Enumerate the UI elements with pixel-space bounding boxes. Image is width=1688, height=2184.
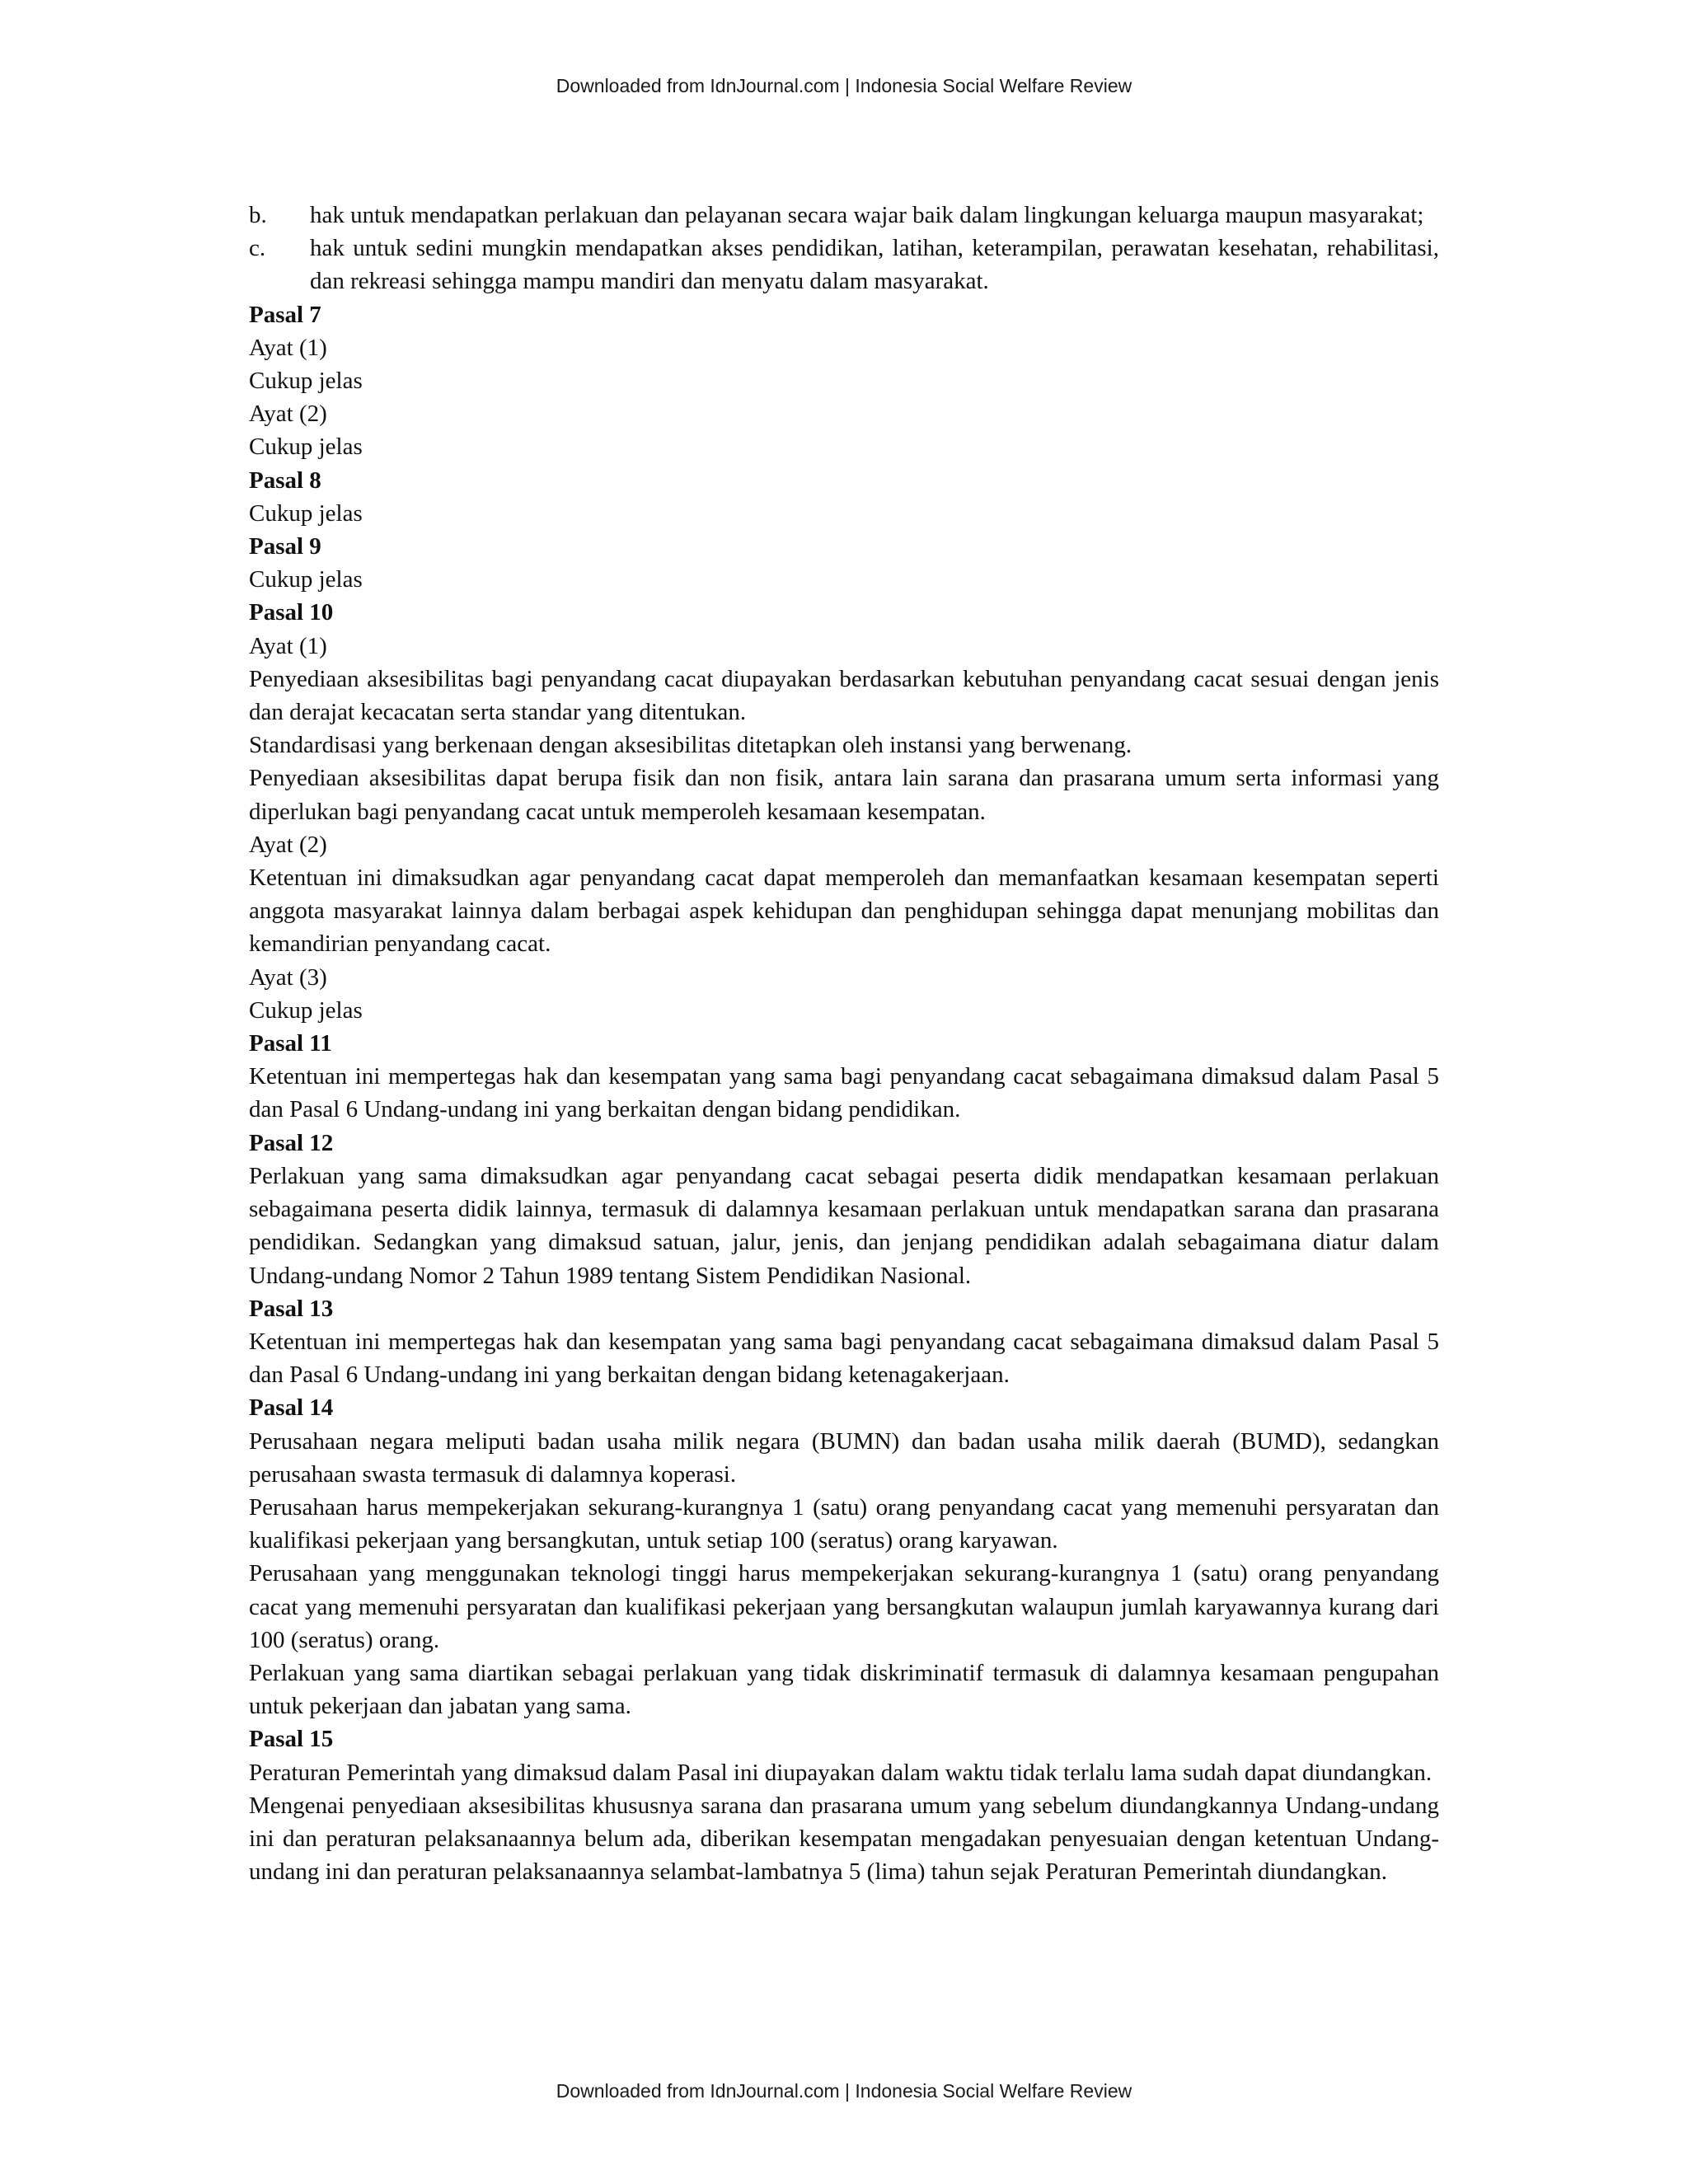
heading-pasal-9: Pasal 9 (249, 533, 321, 560)
note-text: Cukup jelas (249, 434, 363, 461)
paragraph: Mengenai penyediaan aksesibilitas khususnya sarana dan prasarana umum yang sebelum diundangkannya Undang-undang ini dan peraturan pelaksanaannya belum ada, diberikan kesempatan mengadakan penyesuaian dengan ketentuan Undang-undang ini dan peraturan pelaksanaannya selambat-lambatnya 5 (lima) tahun sejak Peraturan Pemerintah diundangkan. (249, 1792, 1439, 1886)
paragraph: Ketentuan ini mempertegas hak dan kesempatan yang sama bagi penyandang cacat sebagaimana dimaksud dalam Pasal 5 dan Pasal 6 Undang-undang ini yang berkaitan dengan bidang pendidikan. (249, 1063, 1439, 1123)
note-text: Cukup jelas (249, 368, 363, 395)
paragraph: Penyediaan aksesibilitas bagi penyandang cacat diupayakan berdasarkan kebutuhan penyandang cacat sesuai dengan jenis dan derajat kecacatan serta standar yang ditentukan. (249, 665, 1439, 726)
paragraph: Peraturan Pemerintah yang dimaksud dalam Pasal ini diupayakan dalam waktu tidak terlalu lama sudah dapat diundangkan. (249, 1759, 1432, 1786)
ayat-label: Ayat (1) (249, 334, 327, 361)
paragraph: Standardisasi yang berkenaan dengan aksesibilitas ditetapkan oleh instansi yang berwenang. (249, 732, 1132, 759)
paragraph: Penyediaan aksesibilitas dapat berupa fisik dan non fisik, antara lain sarana dan prasarana umum serta informasi yang diperlukan bagi penyandang cacat untuk memperoleh kesamaan kesempatan. (249, 765, 1439, 825)
heading-pasal-8: Pasal 8 (249, 466, 321, 494)
heading-pasal-7: Pasal 7 (249, 301, 321, 328)
ayat-label: Ayat (2) (249, 831, 327, 858)
heading-pasal-11: Pasal 11 (249, 1030, 332, 1057)
ayat-label: Ayat (1) (249, 632, 327, 659)
heading-pasal-13: Pasal 13 (249, 1295, 334, 1322)
header-watermark: Downloaded from IdnJournal.com | Indonesia Social Welfare Review (556, 75, 1132, 96)
list-marker: b. (249, 202, 267, 228)
paragraph: Perusahaan yang menggunakan teknologi tinggi harus mempekerjakan sekurang-kurangnya 1 (satu) orang penyandang cacat yang memenuhi persyaratan dan kualifikasi pekerjaan yang bersangkutan walaupun jumlah karyawannya kurang dari 100 (seratus) orang. (249, 1560, 1439, 1653)
list-text: hak untuk sedini mungkin mendapatkan akses pendidikan, latihan, keterampilan, perawatan kesehatan, rehabilitasi, dan rekreasi sehingga mampu mandiri dan menyatu dalam masyarakat. (310, 235, 1439, 295)
paragraph: Perlakuan yang sama diartikan sebagai perlakuan yang tidak diskriminatif termasuk di dalamnya kesamaan pengupahan untuk pekerjaan dan jabatan yang sama. (249, 1659, 1439, 1720)
ayat-label: Ayat (3) (249, 963, 327, 991)
heading-pasal-10: Pasal 10 (249, 599, 334, 626)
paragraph: Perusahaan negara meliputi badan usaha milik negara (BUMN) dan badan usaha milik daerah (BUMD), sedangkan perusahaan swasta termasuk di dalamnya koperasi. (249, 1427, 1439, 1488)
heading-pasal-14: Pasal 14 (249, 1394, 334, 1422)
paragraph: Perlakuan yang sama dimaksudkan agar penyandang cacat sebagai peserta didik mendapatkan kesamaan perlakuan sebagaimana peserta didik lainnya, termasuk di dalamnya kesamaan perlakuan untuk mendapatkan sarana dan prasarana pendidikan. Sedangkan yang dimaksud satuan, jalur, jenis, dan jenjang pendidikan adalah sebagaimana diatur dalam Undang-undang Nomor 2 Tahun 1989 tentang Sistem Pendidikan Nasional. (249, 1162, 1439, 1289)
note-text: Cukup jelas (249, 566, 363, 593)
footer-watermark: Downloaded from IdnJournal.com | Indonesia Social Welfare Review (556, 2080, 1132, 2102)
list-item-c (249, 232, 1439, 298)
paragraph: Ketentuan ini mempertegas hak dan kesempatan yang sama bagi penyandang cacat sebagaimana dimaksud dalam Pasal 5 dan Pasal 6 Undang-undang ini yang berkaitan dengan bidang ketenagakerjaan. (249, 1328, 1439, 1389)
note-text: Cukup jelas (249, 499, 363, 527)
paragraph: Perusahaan harus mempekerjakan sekurang-kurangnya 1 (satu) orang penyandang cacat yang memenuhi persyaratan dan kualifikasi pekerjaan yang bersangkutan, untuk setiap 100 (seratus) orang karyawan. (249, 1493, 1439, 1554)
heading-pasal-15: Pasal 15 (249, 1726, 334, 1753)
list-text: hak untuk mendapatkan perlakuan dan pelayanan secara wajar baik dalam lingkungan keluarga maupun masyarakat; (310, 202, 1424, 228)
ayat-label: Ayat (2) (249, 401, 327, 428)
list-item-b (249, 199, 1439, 232)
note-text: Cukup jelas (249, 996, 363, 1024)
heading-pasal-12: Pasal 12 (249, 1129, 334, 1156)
paragraph: Ketentuan ini dimaksudkan agar penyandang cacat dapat memperoleh dan memanfaatkan kesamaan kesempatan seperti anggota masyarakat lainnya dalam berbagai aspek kehidupan dan penghidupan sehingga dapat menunjang mobilitas dan kemandirian penyandang cacat. (249, 865, 1439, 958)
list-marker: c. (249, 235, 266, 262)
document-body (249, 199, 1439, 1888)
